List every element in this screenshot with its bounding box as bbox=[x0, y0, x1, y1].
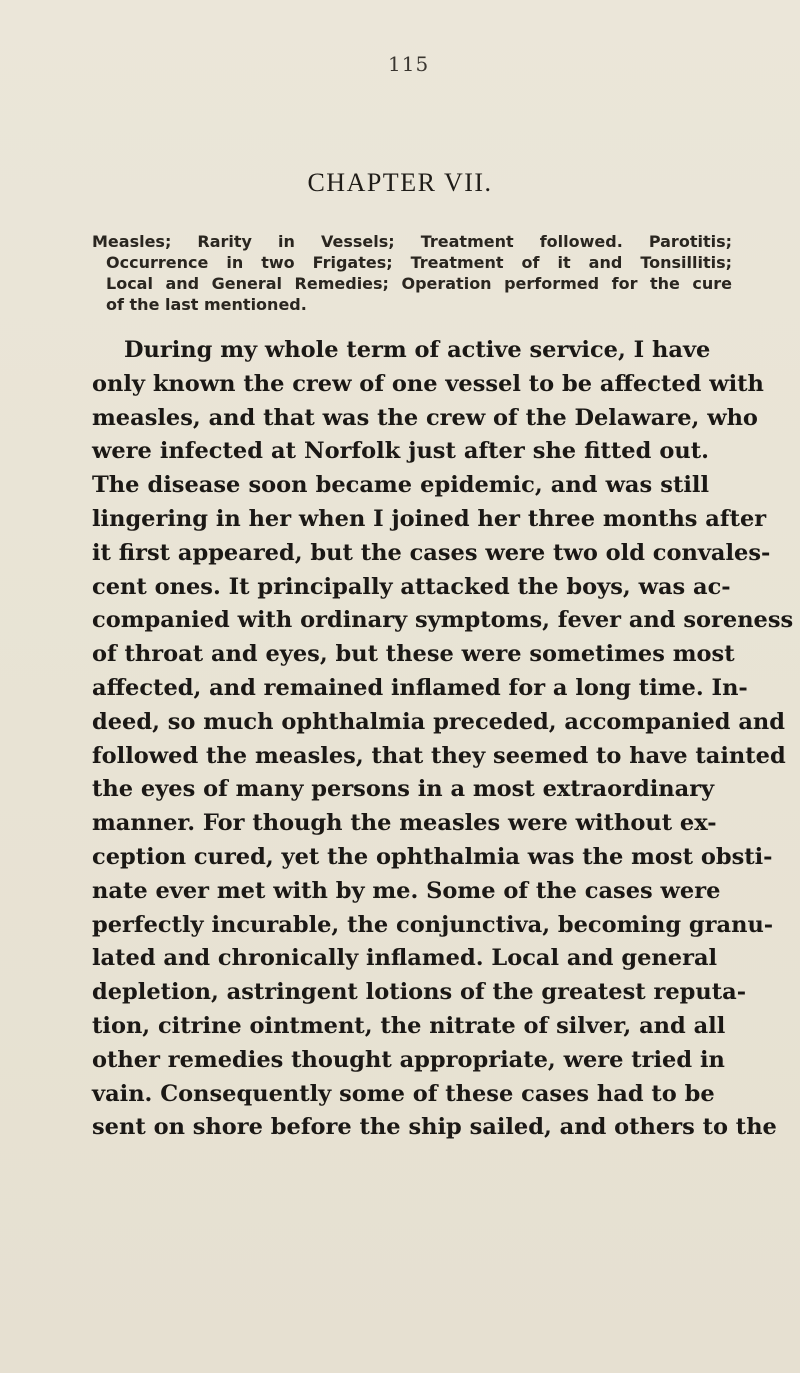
page-number: 115 bbox=[388, 52, 430, 76]
text-line: were infected at Norfolk just after she fitted out. bbox=[92, 438, 709, 465]
text-line: cent ones. It principally attacked the boys, was ac- bbox=[92, 573, 731, 600]
text-line: perfectly incurable, the conjunctiva, becoming granu- bbox=[92, 911, 774, 938]
text-line: manner. For though the measles were without ex- bbox=[92, 810, 717, 837]
chapter-synopsis bbox=[92, 231, 732, 315]
text-line: nate ever met with by me. Some of the cases were bbox=[92, 877, 721, 904]
text-line: The disease soon became epidemic, and was still bbox=[92, 472, 709, 499]
synopsis-line: of the last mentioned. bbox=[106, 295, 307, 314]
text-line: lated and chronically inflamed. Local and general bbox=[92, 945, 718, 972]
text-line: sent on shore before the ship sailed, and others to the bbox=[92, 1114, 777, 1141]
text-line: ception cured, yet the ophthalmia was the most obsti- bbox=[92, 843, 773, 870]
synopsis-line: Measles; Rarity in Vessels; Treatment followed. Parotitis; bbox=[92, 232, 732, 251]
text-line: vain. Consequently some of these cases had to be bbox=[92, 1080, 715, 1107]
text-line: companied with ordinary symptoms, fever and soreness bbox=[92, 607, 794, 634]
text-line: deed, so much ophthalmia preceded, accompanied and bbox=[92, 708, 785, 735]
text-line: other remedies thought appropriate, were tried in bbox=[92, 1046, 725, 1073]
text-line: depletion, astringent lotions of the greatest reputa- bbox=[92, 979, 747, 1006]
text-line: affected, and remained inflamed for a long time. In- bbox=[92, 674, 748, 701]
text-line: During my whole term of active service, I have bbox=[124, 337, 711, 363]
chapter-title: CHAPTER VII. bbox=[307, 168, 493, 197]
body-paragraph bbox=[92, 334, 794, 1145]
text-line: of throat and eyes, but these were sometimes most bbox=[92, 641, 735, 668]
text-line: followed the measles, that they seemed to have tainted bbox=[92, 742, 786, 769]
text-line: only known the crew of one vessel to be affected with bbox=[92, 370, 764, 397]
text-line: it first appeared, but the cases were two old convales- bbox=[92, 539, 771, 566]
text-line: tion, citrine ointment, the nitrate of silver, and all bbox=[92, 1012, 726, 1039]
synopsis-line: Occurrence in two Frigates; Treatment of it and Tonsillitis; bbox=[106, 253, 732, 272]
text-line: the eyes of many persons in a most extraordinary bbox=[92, 776, 715, 803]
synopsis-line: Local and General Remedies; Operation performed for the cure bbox=[106, 274, 732, 293]
text-line: measles, and that was the crew of the Delaware, who bbox=[92, 404, 758, 431]
text-line: lingering in her when I joined her three months after bbox=[92, 505, 767, 532]
